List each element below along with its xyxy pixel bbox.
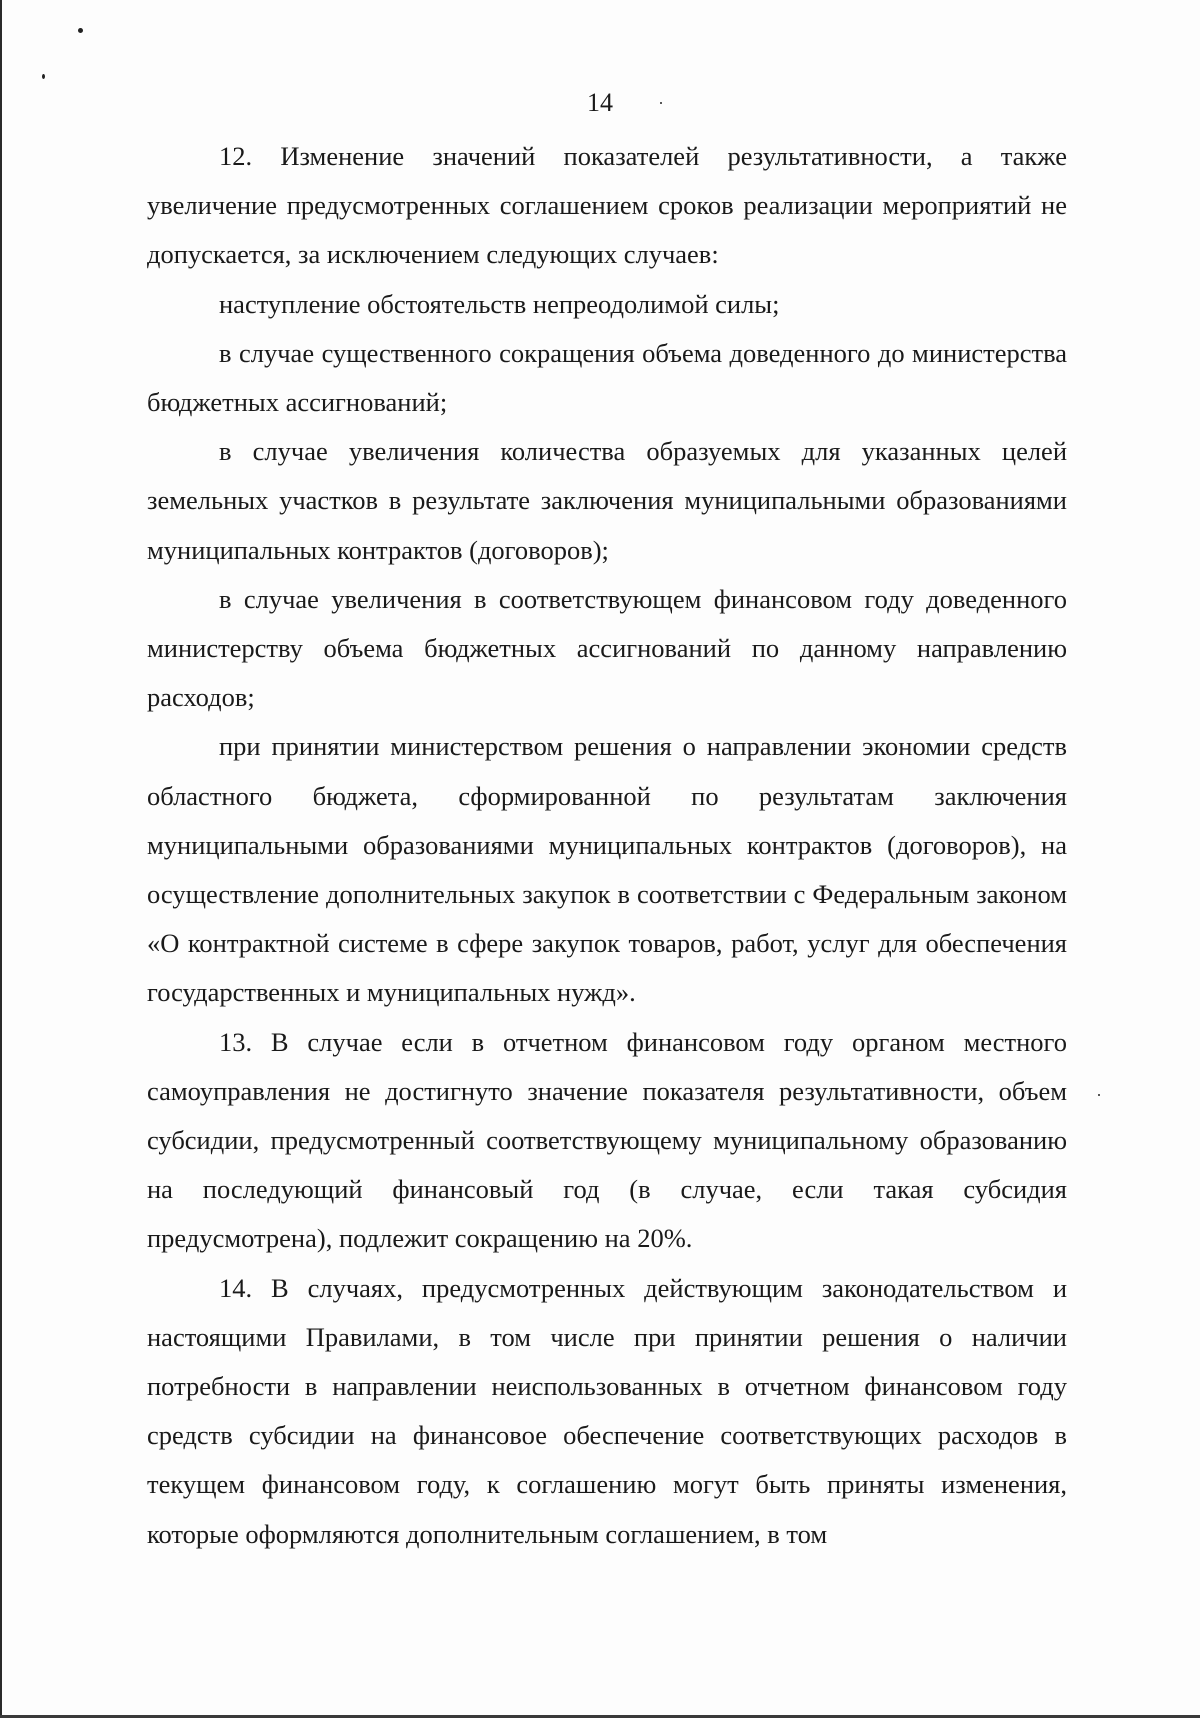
paragraph-budget-reduction: в случае существенного сокращения объема доведенного до министерства бюджетных ассигнований; (147, 337, 1067, 418)
paragraph-13: 13. В случае если в отчетном финансовом году органом местного самоуправления не достигнуто значение показателя результативности, объем субсидии, предусмотренный соответствующему муниципальному образованию на последующий финансовый год (в случае, если такая субсидия предусмотрена), подлежит сокращению на 20%. (147, 1026, 1067, 1254)
scan-speck (78, 28, 83, 33)
paragraph-force-majeure: наступление обстоятельств непреодолимой силы; (219, 288, 780, 319)
scan-edge-left (0, 0, 2, 1718)
paragraph-14: 14. В случаях, предусмотренных действующим законодательством и настоящими Правилами, в том числе при принятии решения о наличии потребности в направлении неиспользованных в отчетном финансовом году средств субсидии на финансовое обеспечение соответствующих расходов в текущем финансовом году, к соглашению могут быть приняты изменения, которые оформляются дополнительным соглашением, в том (147, 1272, 1067, 1549)
paragraph-budget-increase: в случае увеличения в соответствующем финансовом году доведенного министерству объема бюджетных ассигнований по данному направлению расходов; (147, 583, 1067, 713)
document-body (147, 132, 1067, 1559)
paragraph-savings: при принятии министерством решения о направлении экономии средств областного бюджета, сформированной по результатам заключения муниципальными образованиями муниципальных контрактов (договоров), на осуществление дополнительных закупок в соответствии с Федеральным законом «О контрактной системе в сфере закупок товаров, работ, услуг для обеспечения государственных и муниципальных нужд». (147, 731, 1067, 1008)
paragraph-12: 12. Изменение значений показателей результативности, а также увеличение предусмотренных соглашением сроков реализации мероприятий не допускается, за исключением следующих случаев: (147, 141, 1067, 270)
scan-speck (1098, 1094, 1100, 1096)
scan-speck (42, 74, 45, 79)
page-number: 14 (587, 88, 613, 117)
paragraph-land-plots: в случае увеличения количества образуемых для указанных целей земельных участков в результате заключения муниципальными образованиями муниципальных контрактов (договоров); (147, 436, 1067, 565)
